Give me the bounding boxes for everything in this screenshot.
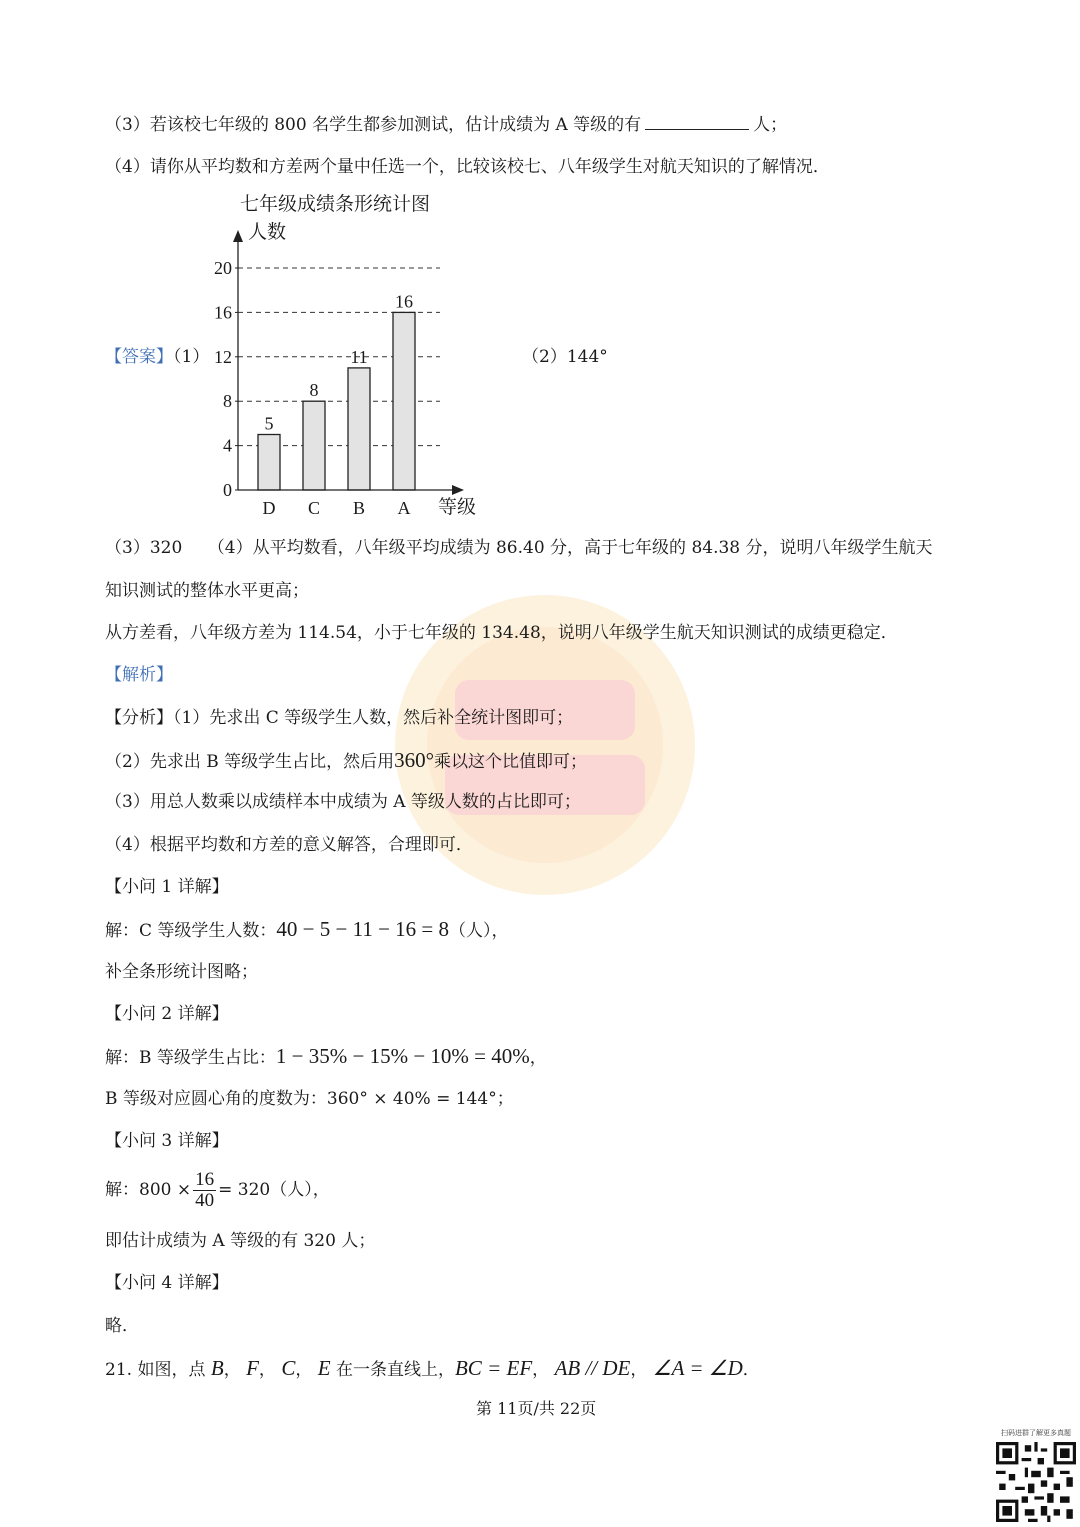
bars [258, 291, 415, 490]
y-axis-label: 人数 [248, 222, 287, 243]
chart-title: 七年级成绩条形统计图 [240, 194, 431, 215]
x-axis-arrow [452, 485, 464, 495]
answer-part2: （2）144° [522, 347, 608, 367]
sub4-line-1: 略． [105, 1316, 139, 1336]
bar [258, 435, 280, 491]
bar-chart [200, 188, 490, 523]
y-axis-arrow [233, 230, 243, 242]
question-3: （3）若该校七年级的 800 名学生都参加测试，估计成绩为 A 等级的有 人； [105, 115, 788, 135]
sub4-title: 【小问 4 详解】 [105, 1273, 229, 1293]
answer-tag: 【答案】 [105, 347, 173, 367]
sub2-line-2: B 等级对应圆心角的度数为：360° × 40% = 144°； [105, 1089, 514, 1109]
answer-3-4: （3）320 （4）从平均数看，八年级平均成绩为 86.40 分，高于七年级的 84.38 分，说明八年级学生航天 [105, 538, 933, 558]
y-tick-label: 8 [223, 391, 232, 412]
question-21: 21. 如图，点 B， F， C， E 在一条直线上，BC = EF， AB // DE， ∠A = ∠D． [105, 1356, 760, 1380]
answer-part1: （1） [173, 347, 210, 367]
qr-code-icon[interactable] [996, 1442, 1076, 1522]
answer-line [105, 346, 209, 368]
y-tick-label: 16 [214, 302, 232, 323]
qr-caption: 扫码进群了解更多真题 [1001, 1429, 1071, 1437]
answer-blank[interactable] [645, 113, 749, 130]
bar [393, 312, 415, 490]
sub3-line-2: 即估计成绩为 A 等级的有 320 人； [105, 1231, 376, 1251]
sub2-title: 【小问 2 详解】 [105, 1004, 229, 1024]
x-tick-label: C [307, 498, 321, 518]
sub2-line-1: 解：B 等级学生占比：1 − 35% − 15% − 10% = 40%， [105, 1044, 547, 1068]
y-tick-label: 12 [214, 346, 232, 367]
sub1-line-1: 解：C 等级学生人数：40 − 5 − 11 − 16 = 8（人）， [105, 917, 509, 941]
question-4: （4）请你从平均数和方差两个量中任选一个，比较该校七、八年级学生对航天知识的了解情况． [105, 157, 830, 177]
fraction: $\frac{16}{40}$ [195, 1169, 215, 1211]
x-ticks [263, 498, 411, 518]
analysis-line-3: （3）用总人数乘以成绩样本中成绩为 A 等级人数的占比即可； [105, 792, 581, 812]
y-tick-label: 0 [223, 480, 232, 500]
qr-code-block [996, 1428, 1076, 1526]
analysis-line-1: 【分析】（1）先求出 C 等级学生人数，然后补全统计图即可； [105, 708, 574, 728]
data-label: 5 [264, 413, 274, 434]
x-tick-label: B [352, 498, 366, 518]
sub3-line-1: 解：800 × $\frac{16}{40}$ = 320（人）， [105, 1169, 330, 1211]
bar [348, 368, 370, 490]
answer-4-variance: 从方差看，八年级方差为 114.54，小于七年级的 134.48，说明八年级学生航天知识测试的成绩更稳定． [105, 623, 898, 643]
analysis-tag: 【解析】 [105, 665, 173, 685]
y-tick-label: 20 [214, 258, 232, 278]
sub1-title: 【小问 1 详解】 [105, 877, 229, 897]
x-tick-label: D [262, 498, 276, 518]
data-label: 16 [395, 291, 413, 312]
y-tick-label: 4 [223, 435, 232, 456]
analysis-line-4: （4）根据平均数和方差的意义解答，合理即可． [105, 835, 473, 855]
answer-4-cont: 知识测试的整体水平更高； [105, 581, 309, 601]
y-ticks [214, 258, 238, 500]
x-axis-label: 等级 [438, 497, 477, 518]
data-label: 8 [309, 380, 319, 401]
bar [303, 401, 325, 490]
data-label: 11 [350, 346, 368, 367]
sub3-title: 【小问 3 详解】 [105, 1131, 229, 1151]
page-footer: 第 11页/共 22页 [476, 1399, 597, 1418]
x-tick-label: A [397, 498, 411, 518]
sub1-line-2: 补全条形统计图略； [105, 962, 258, 982]
analysis-line-2: （2）先求出 B 等级学生占比，然后用360°乘以这个比值即可； [105, 748, 588, 772]
